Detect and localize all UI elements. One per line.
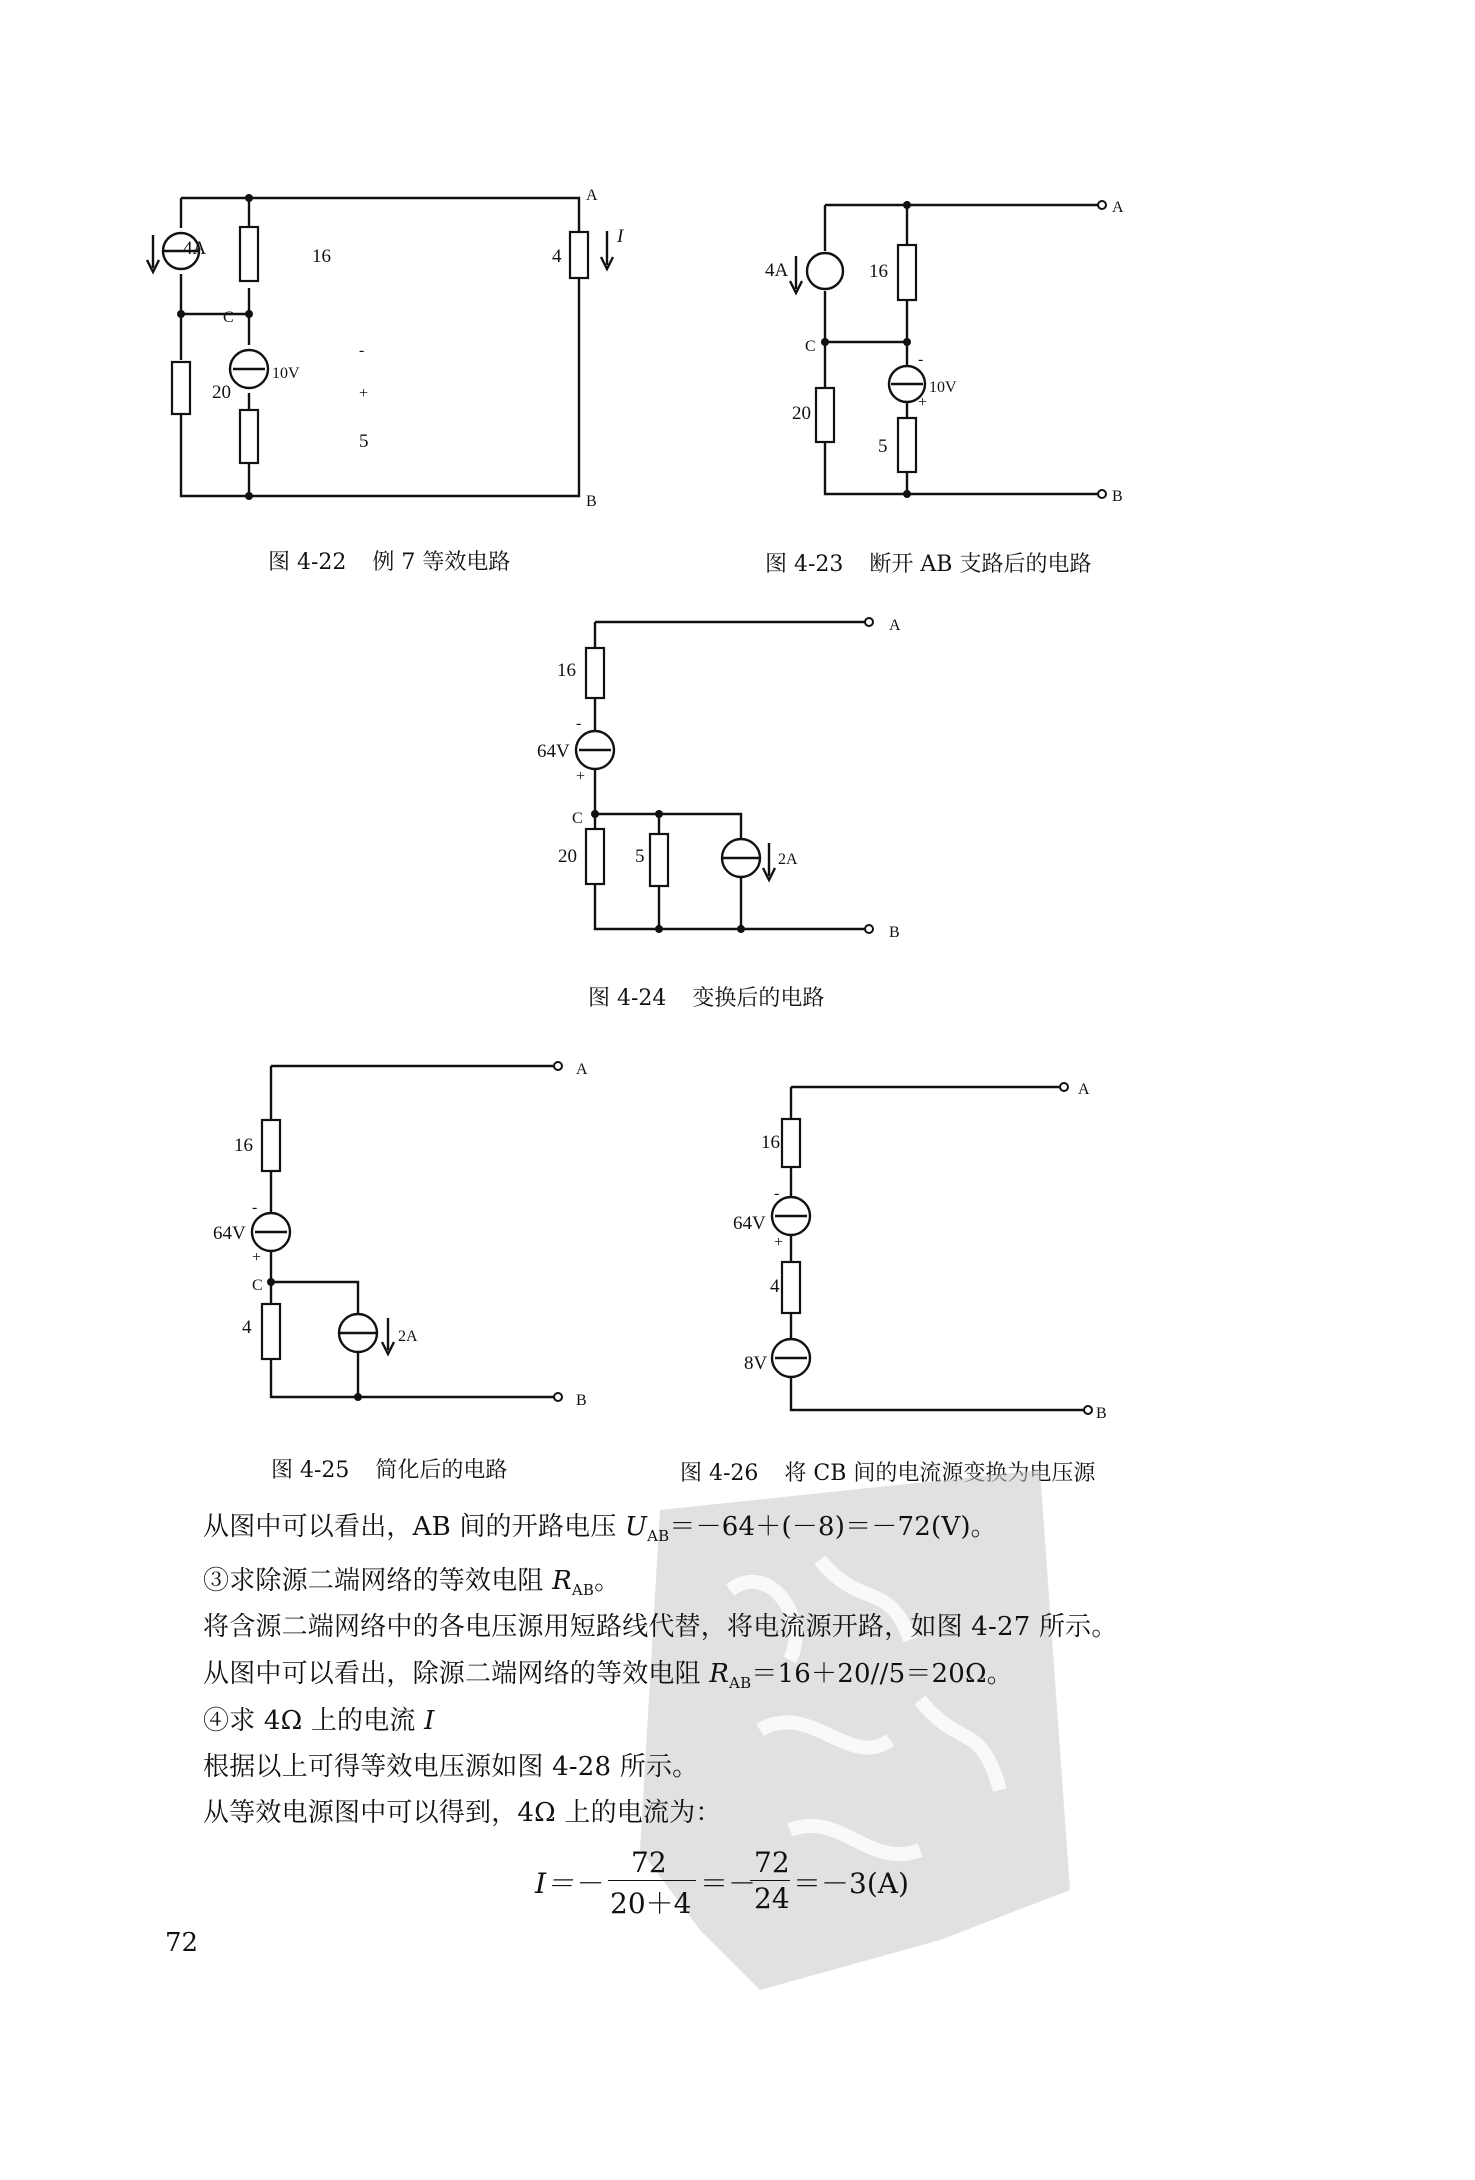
variable-i: I	[424, 1706, 435, 1736]
resistor-4-26	[782, 1262, 800, 1313]
paragraph-replace-sources: 将含源二端网络中的各电压源用短路线代替，将电流源开路，如图 4-27 所示。	[203, 1612, 1118, 1642]
watermark-stamp	[640, 1470, 1070, 1990]
text-segment: 从图中可以看出，AB 间的开路电压	[203, 1512, 626, 1542]
variable-u: U	[625, 1512, 648, 1542]
resistor-16-26	[782, 1119, 800, 1167]
caption-title: 简化后的电路	[375, 1458, 508, 1483]
caption-number: 图 4-26	[680, 1461, 759, 1486]
text-segment: ＝－64＋(－8)＝－72(V)。	[669, 1512, 997, 1542]
subscript-ab: AB	[647, 1527, 670, 1546]
subscript-ab: AB	[729, 1674, 752, 1693]
paragraph-open-circuit-voltage	[203, 1506, 997, 1545]
caption-title: 将 CB 间的电流源变换为电压源	[784, 1461, 1096, 1486]
plus-sign-24: +	[576, 768, 586, 785]
label-16-23: 16	[869, 261, 888, 282]
caption-fig-4-22	[268, 545, 510, 576]
label-20: 20	[212, 382, 231, 403]
node-b-label-25: B	[576, 1392, 587, 1409]
plus-sign: +	[359, 385, 369, 402]
node-a-label-24: A	[889, 617, 901, 634]
formula-denominator-2: 24	[754, 1882, 790, 1915]
node-c-label-24: C	[572, 810, 583, 827]
label-5-23: 5	[878, 436, 888, 457]
label-current-i: I	[617, 226, 624, 247]
text-segment: ＝16＋20//5＝20Ω。	[751, 1659, 1013, 1689]
variable-r: R	[552, 1566, 572, 1596]
minus-sign-25: -	[252, 1199, 258, 1216]
text-segment: 。	[594, 1566, 621, 1596]
page-number: 72	[165, 1928, 199, 1958]
caption-number: 图 4-22	[268, 550, 347, 575]
paragraph-equivalent-resistance	[203, 1653, 1013, 1692]
node-c-label-25: C	[252, 1277, 263, 1294]
text-segment: ③求除源二端网络的等效电阻	[203, 1566, 553, 1596]
formula-lhs: I＝－	[535, 1867, 603, 1900]
node-c-label-23: C	[805, 338, 816, 355]
label-16-25: 16	[234, 1135, 253, 1156]
formula-numerator-1: 72	[631, 1846, 667, 1879]
node-a-label-26: A	[1078, 1081, 1090, 1098]
label-2a-24: 2A	[778, 851, 798, 868]
paragraph-equivalent-source: 根据以上可得等效电压源如图 4-28 所示。	[203, 1752, 699, 1782]
label-4-25: 4	[242, 1317, 252, 1338]
caption-title: 断开 AB 支路后的电路	[869, 552, 1092, 577]
text-segment: ④求 4Ω 上的电流	[203, 1706, 425, 1736]
label-4-26: 4	[770, 1276, 780, 1297]
caption-fig-4-23	[765, 547, 1091, 578]
caption-fig-4-25	[271, 1453, 507, 1484]
node-a-label-25: A	[576, 1061, 588, 1078]
label-64v-24: 64V	[537, 741, 570, 762]
minus-sign-26: -	[774, 1185, 780, 1202]
label-16-24: 16	[557, 660, 576, 681]
label-16: 16	[312, 246, 331, 267]
label-2a-25: 2A	[398, 1328, 418, 1345]
caption-number: 图 4-24	[588, 986, 667, 1011]
caption-number: 图 4-25	[271, 1458, 350, 1483]
minus-sign: -	[359, 342, 365, 359]
node-a-label-23: A	[1112, 199, 1124, 216]
label-10v-23: 10V	[929, 379, 957, 396]
plus-sign-26: +	[774, 1234, 784, 1251]
label-5-24: 5	[635, 846, 645, 867]
caption-fig-4-24	[588, 981, 824, 1012]
caption-title: 变换后的电路	[692, 986, 825, 1011]
node-b-label-26: B	[1096, 1405, 1107, 1422]
label-5: 5	[359, 431, 369, 452]
plus-sign-23: +	[918, 394, 928, 411]
label-20-24: 20	[558, 846, 577, 867]
caption-title: 例 7 等效电路	[372, 550, 511, 575]
label-4a-23: 4A	[765, 260, 789, 281]
formula-numerator-2: 72	[754, 1846, 790, 1879]
node-b-label-24: B	[889, 924, 900, 941]
node-a-label: A	[586, 187, 598, 204]
text-segment: 从图中可以看出，除源二端网络的等效电阻	[203, 1659, 710, 1689]
variable-r: R	[709, 1659, 730, 1689]
label-10v: 10V	[272, 365, 300, 382]
minus-sign-24: -	[576, 715, 582, 732]
node-b-label-23: B	[1112, 488, 1123, 505]
paragraph-step-4	[203, 1700, 435, 1737]
label-20-23: 20	[792, 403, 811, 424]
label-8v-26: 8V	[744, 1353, 768, 1374]
formula-equals-2: ＝－	[700, 1867, 757, 1900]
formula-denominator-1: 20＋4	[610, 1887, 692, 1920]
label-4: 4	[552, 246, 562, 267]
label-64v-26: 64V	[733, 1213, 766, 1234]
minus-sign-23: -	[918, 351, 924, 368]
node-c-label: C	[223, 309, 234, 326]
formula-result: ＝－3(A)	[793, 1867, 909, 1900]
subscript-ab: AB	[571, 1581, 595, 1600]
plus-sign-25: +	[252, 1249, 262, 1266]
label-16-26: 16	[761, 1132, 780, 1153]
caption-number: 图 4-23	[765, 552, 844, 577]
fraction-bar-1	[608, 1880, 696, 1881]
fraction-bar-2	[750, 1880, 790, 1881]
label-4a: 4A	[183, 238, 207, 259]
label-64v-25: 64V	[213, 1223, 246, 1244]
node-b-label: B	[586, 493, 597, 510]
paragraph-current-result: 从等效电源图中可以得到，4Ω 上的电流为：	[203, 1798, 722, 1828]
paragraph-step-3	[203, 1560, 620, 1599]
